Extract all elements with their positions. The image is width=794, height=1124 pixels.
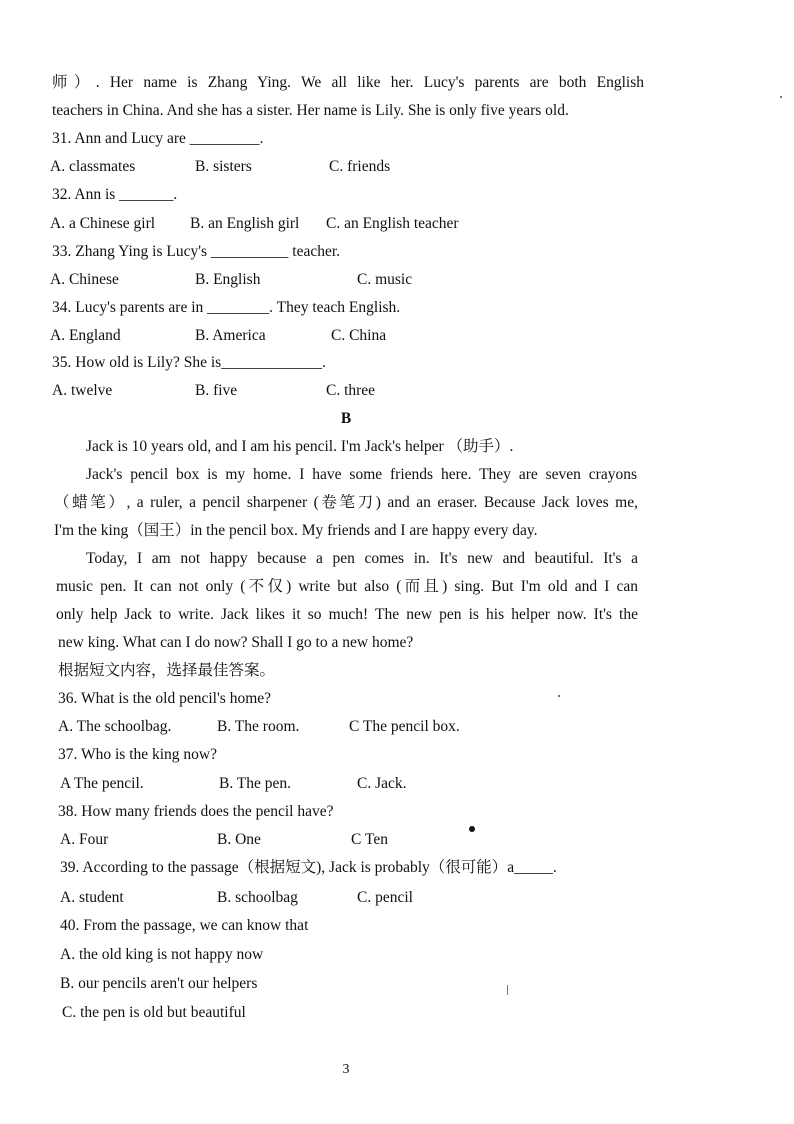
instruction-text: 根据短文内容，选择最佳答案。 bbox=[58, 662, 276, 679]
question-36: 36. What is the old pencil's home? bbox=[58, 690, 272, 707]
passage-b-line: new king. What can I do now? Shall I go to a new home? bbox=[58, 634, 414, 651]
q34-option-c: C. China bbox=[331, 327, 387, 344]
q40-option-c: C. the pen is old but beautiful bbox=[62, 1004, 246, 1021]
question-31: 31. Ann and Lucy are _________. bbox=[52, 130, 264, 147]
q36-option-b: B. The room. bbox=[217, 718, 300, 735]
q37-option-a: A The pencil. bbox=[60, 775, 144, 792]
passage-b-line: Jack is 10 years old, and I am his pencil. I'm Jack's helper （助手）. bbox=[86, 438, 514, 455]
q35-option-c: C. three bbox=[326, 382, 376, 399]
scan-speck bbox=[507, 985, 508, 995]
scan-speck bbox=[558, 695, 560, 697]
question-34: 34. Lucy's parents are in ________. They teach English. bbox=[52, 299, 401, 316]
q39-option-c: C. pencil bbox=[357, 889, 413, 906]
page-number: 3 bbox=[342, 1062, 350, 1077]
q39-option-b: B. schoolbag bbox=[217, 889, 298, 906]
passage-a-line: 师）. Her name is Zhang Ying. We all like her. Lucy's parents are both English bbox=[52, 74, 644, 91]
passage-b-line: Jack's pencil box is my home. I have some friends here. They are seven crayons bbox=[86, 466, 637, 483]
passage-b-line: only help Jack to write. Jack likes it so much! The new pen is his helper now. It's the bbox=[56, 606, 638, 623]
question-33: 33. Zhang Ying is Lucy's __________ teacher. bbox=[52, 243, 341, 260]
q31-option-b: B. sisters bbox=[195, 158, 252, 175]
q33-option-a: A. Chinese bbox=[50, 271, 119, 288]
q35-option-a: A. twelve bbox=[52, 382, 113, 399]
q31-option-a: A. classmates bbox=[50, 158, 136, 175]
q36-option-c: C The pencil box. bbox=[349, 718, 460, 735]
q39-option-a: A. student bbox=[60, 889, 124, 906]
passage-b-line: （蜡笔）, a ruler, a pencil sharpener (卷笔刀) and an eraser. Because Jack loves me, bbox=[54, 494, 638, 511]
question-39: 39. According to the passage（根据短文), Jack is probably（很可能）a_____. bbox=[60, 859, 557, 876]
scan-speck bbox=[780, 96, 782, 98]
q38-option-a: A. Four bbox=[60, 831, 109, 848]
question-35: 35. How old is Lily? She is_____________. bbox=[52, 354, 326, 371]
q34-option-b: B. America bbox=[195, 327, 266, 344]
q31-option-c: C. friends bbox=[329, 158, 391, 175]
q32-option-c: C. an English teacher bbox=[326, 215, 459, 232]
q34-option-a: A. England bbox=[50, 327, 121, 344]
q35-option-b: B. five bbox=[195, 382, 238, 399]
q38-option-c: C Ten bbox=[351, 831, 388, 848]
scan-dot bbox=[469, 826, 475, 832]
question-32: 32. Ann is _______. bbox=[52, 186, 178, 203]
passage-a-line: teachers in China. And she has a sister. Her name is Lily. She is only five years old. bbox=[52, 102, 569, 119]
question-40: 40. From the passage, we can know that bbox=[60, 917, 309, 934]
q32-option-b: B. an English girl bbox=[190, 215, 300, 232]
q37-option-c: C. Jack. bbox=[357, 775, 407, 792]
passage-b-line: music pen. It can not only (不仅) write but also (而且) sing. But I'm old and I can bbox=[56, 578, 638, 595]
q40-option-a: A. the old king is not happy now bbox=[60, 946, 264, 963]
passage-b-line: Today, I am not happy because a pen comes in. It's new and beautiful. It's a bbox=[86, 550, 638, 567]
q40-option-b: B. our pencils aren't our helpers bbox=[60, 975, 258, 992]
q32-option-a: A. a Chinese girl bbox=[50, 215, 156, 232]
passage-b-line: I'm the king（国王）in the pencil box. My friends and I are happy every day. bbox=[54, 522, 538, 539]
question-38: 38. How many friends does the pencil have? bbox=[58, 803, 334, 820]
q36-option-a: A. The schoolbag. bbox=[58, 718, 172, 735]
q37-option-b: B. The pen. bbox=[219, 775, 292, 792]
section-b-heading: B bbox=[340, 410, 352, 427]
q33-option-c: C. music bbox=[357, 271, 413, 288]
q33-option-b: B. English bbox=[195, 271, 261, 288]
question-37: 37. Who is the king now? bbox=[58, 746, 218, 763]
q38-option-b: B. One bbox=[217, 831, 261, 848]
